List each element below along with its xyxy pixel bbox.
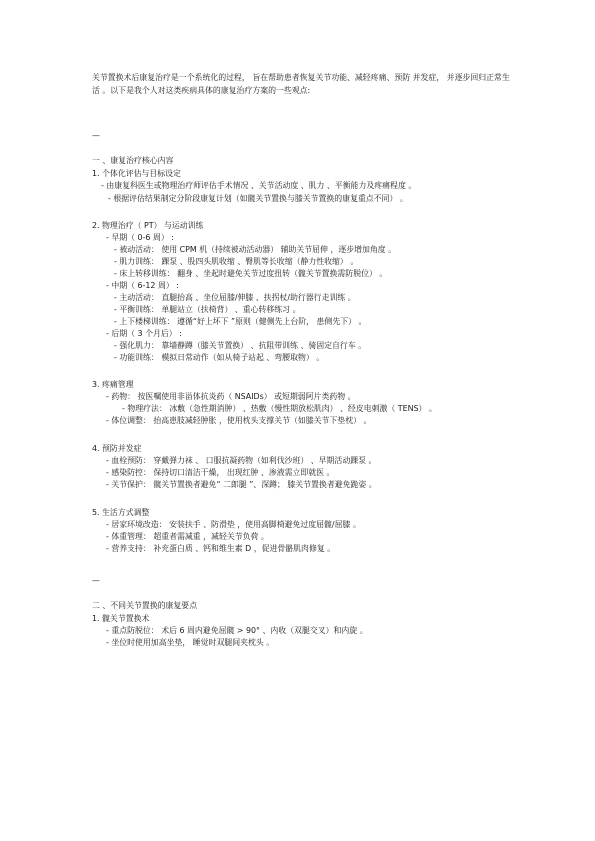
list-item: - 体位调整： 抬高患肢减轻肿胀 ，使用枕头支撑关节（如膝关节下垫枕） 。 xyxy=(106,416,372,425)
section-heading: 二 、不同关节置换的康复要点 xyxy=(92,601,198,610)
list-item: - 物理疗法： 冰敷（急性期消肿） 、热敷（慢性期放松肌肉） 、经皮电刺激（ TENS） 。 xyxy=(122,404,437,413)
list-item: - 上下楼梯训练： 遵循“好上坏下 ”原则（健侧先上台阶， 患侧先下） 。 xyxy=(114,317,367,326)
list-item: - 重点防脱位： 术后 6 周内避免屈髋 > 90° 、内收（双腿交叉）和内旋 。 xyxy=(106,626,368,635)
list-item: - 功能训练： 模拟日常动作（如从椅子站起 、弯腰取物） 。 xyxy=(114,353,325,362)
subsection-title: 4. 预防并发症 xyxy=(92,444,142,453)
list-item: - 血栓预防： 穿戴弹力袜 、 口服抗凝药物（如利伐沙班） 、早期活动踝泵 。 xyxy=(106,456,377,465)
list-item: - 被动活动： 使用 CPM 机（持续被动活动器） 辅助关节屈伸 ，逐步增加角度 。 xyxy=(114,245,397,254)
list-item: - 药物： 按医嘱使用非甾体抗炎药（ NSAIDs） 或短期弱阿片类药物 。 xyxy=(106,392,356,401)
divider: — xyxy=(92,576,100,585)
list-item: - 坐位时使用加高坐垫， 睡觉时双腿间夹枕头 。 xyxy=(106,638,275,647)
subsection-title: 5. 生活方式调整 xyxy=(92,508,150,517)
list-item: - 感染防控： 保持切口清洁干燥， 出现红肿 、渗液需立即就医 。 xyxy=(106,468,335,477)
phase-label: - 早期（ 0-6 周） : xyxy=(106,233,174,242)
divider: — xyxy=(92,131,100,140)
list-item: - 营养支持： 补充蛋白质 、钙和维生素 D ，促进骨骼肌肉修复 。 xyxy=(106,544,336,553)
list-item: - 平衡训练： 单腿站立（扶椅背） 、重心转移练习 。 xyxy=(114,305,301,314)
subsection-title: 1. 个体化评估与目标设定 xyxy=(92,169,181,178)
list-item: - 肌力训练： 踝泵 、股四头肌收缩 、臀肌等长收缩（静力性收缩） 。 xyxy=(114,257,359,266)
list-item: - 关节保护： 髋关节置换者避免“ 二郎腿 ”、深蹲； 膝关节置换者避免跪姿 。 xyxy=(106,480,377,489)
list-item: - 主动活动： 直腿抬高 、坐位屈膝/伸膝 、扶拐杖/助行器行走训练 。 xyxy=(114,293,356,302)
list-item: - 强化肌力： 靠墙静蹲（膝关节置换） 、抗阻带训练 、骑固定自行车 。 xyxy=(114,341,367,350)
list-item: - 根据评估结果制定分阶段康复计划（如髋关节置换与膝关节置换的康复重点不同） 。 xyxy=(108,194,408,203)
subsection-title: 3. 疼痛管理 xyxy=(92,380,134,389)
list-item: - 由康复科医生或物理治疗师评估手术情况 、关节活动度 、肌力 、平衡能力及疼痛程度 。 xyxy=(101,181,417,190)
section-heading: 一 、康复治疗核心内容 xyxy=(92,156,174,165)
list-item: - 居家环境改造： 安装扶手 、防滑垫 ，使用高脚椅避免过度屈髋/屈膝 。 xyxy=(106,520,361,529)
intro-paragraph: 关节置换术后康复治疗是一个系统化的过程， 旨在帮助患者恢复关节功能、减轻疼痛、预防 并发症， 并逐步回归正常生活 。以下是我个人对这类疾病具体的康复治疗方案的一些观点: xyxy=(92,73,510,95)
phase-label: - 后期（ 3 个月后） : xyxy=(106,329,182,338)
list-item: - 体重管理： 超重者需减重 ，减轻关节负荷 。 xyxy=(106,532,269,541)
subsection-title: 2. 物理治疗（ PT） 与运动训练 xyxy=(92,221,204,230)
list-item: - 床上转移训练： 翻身 、坐起时避免关节过度扭转（髋关节置换需防脱位） 。 xyxy=(114,269,388,278)
phase-label: - 中期（ 6-12 周） : xyxy=(106,281,179,290)
subsection-title: 1. 髋关节置换术 xyxy=(92,614,150,623)
